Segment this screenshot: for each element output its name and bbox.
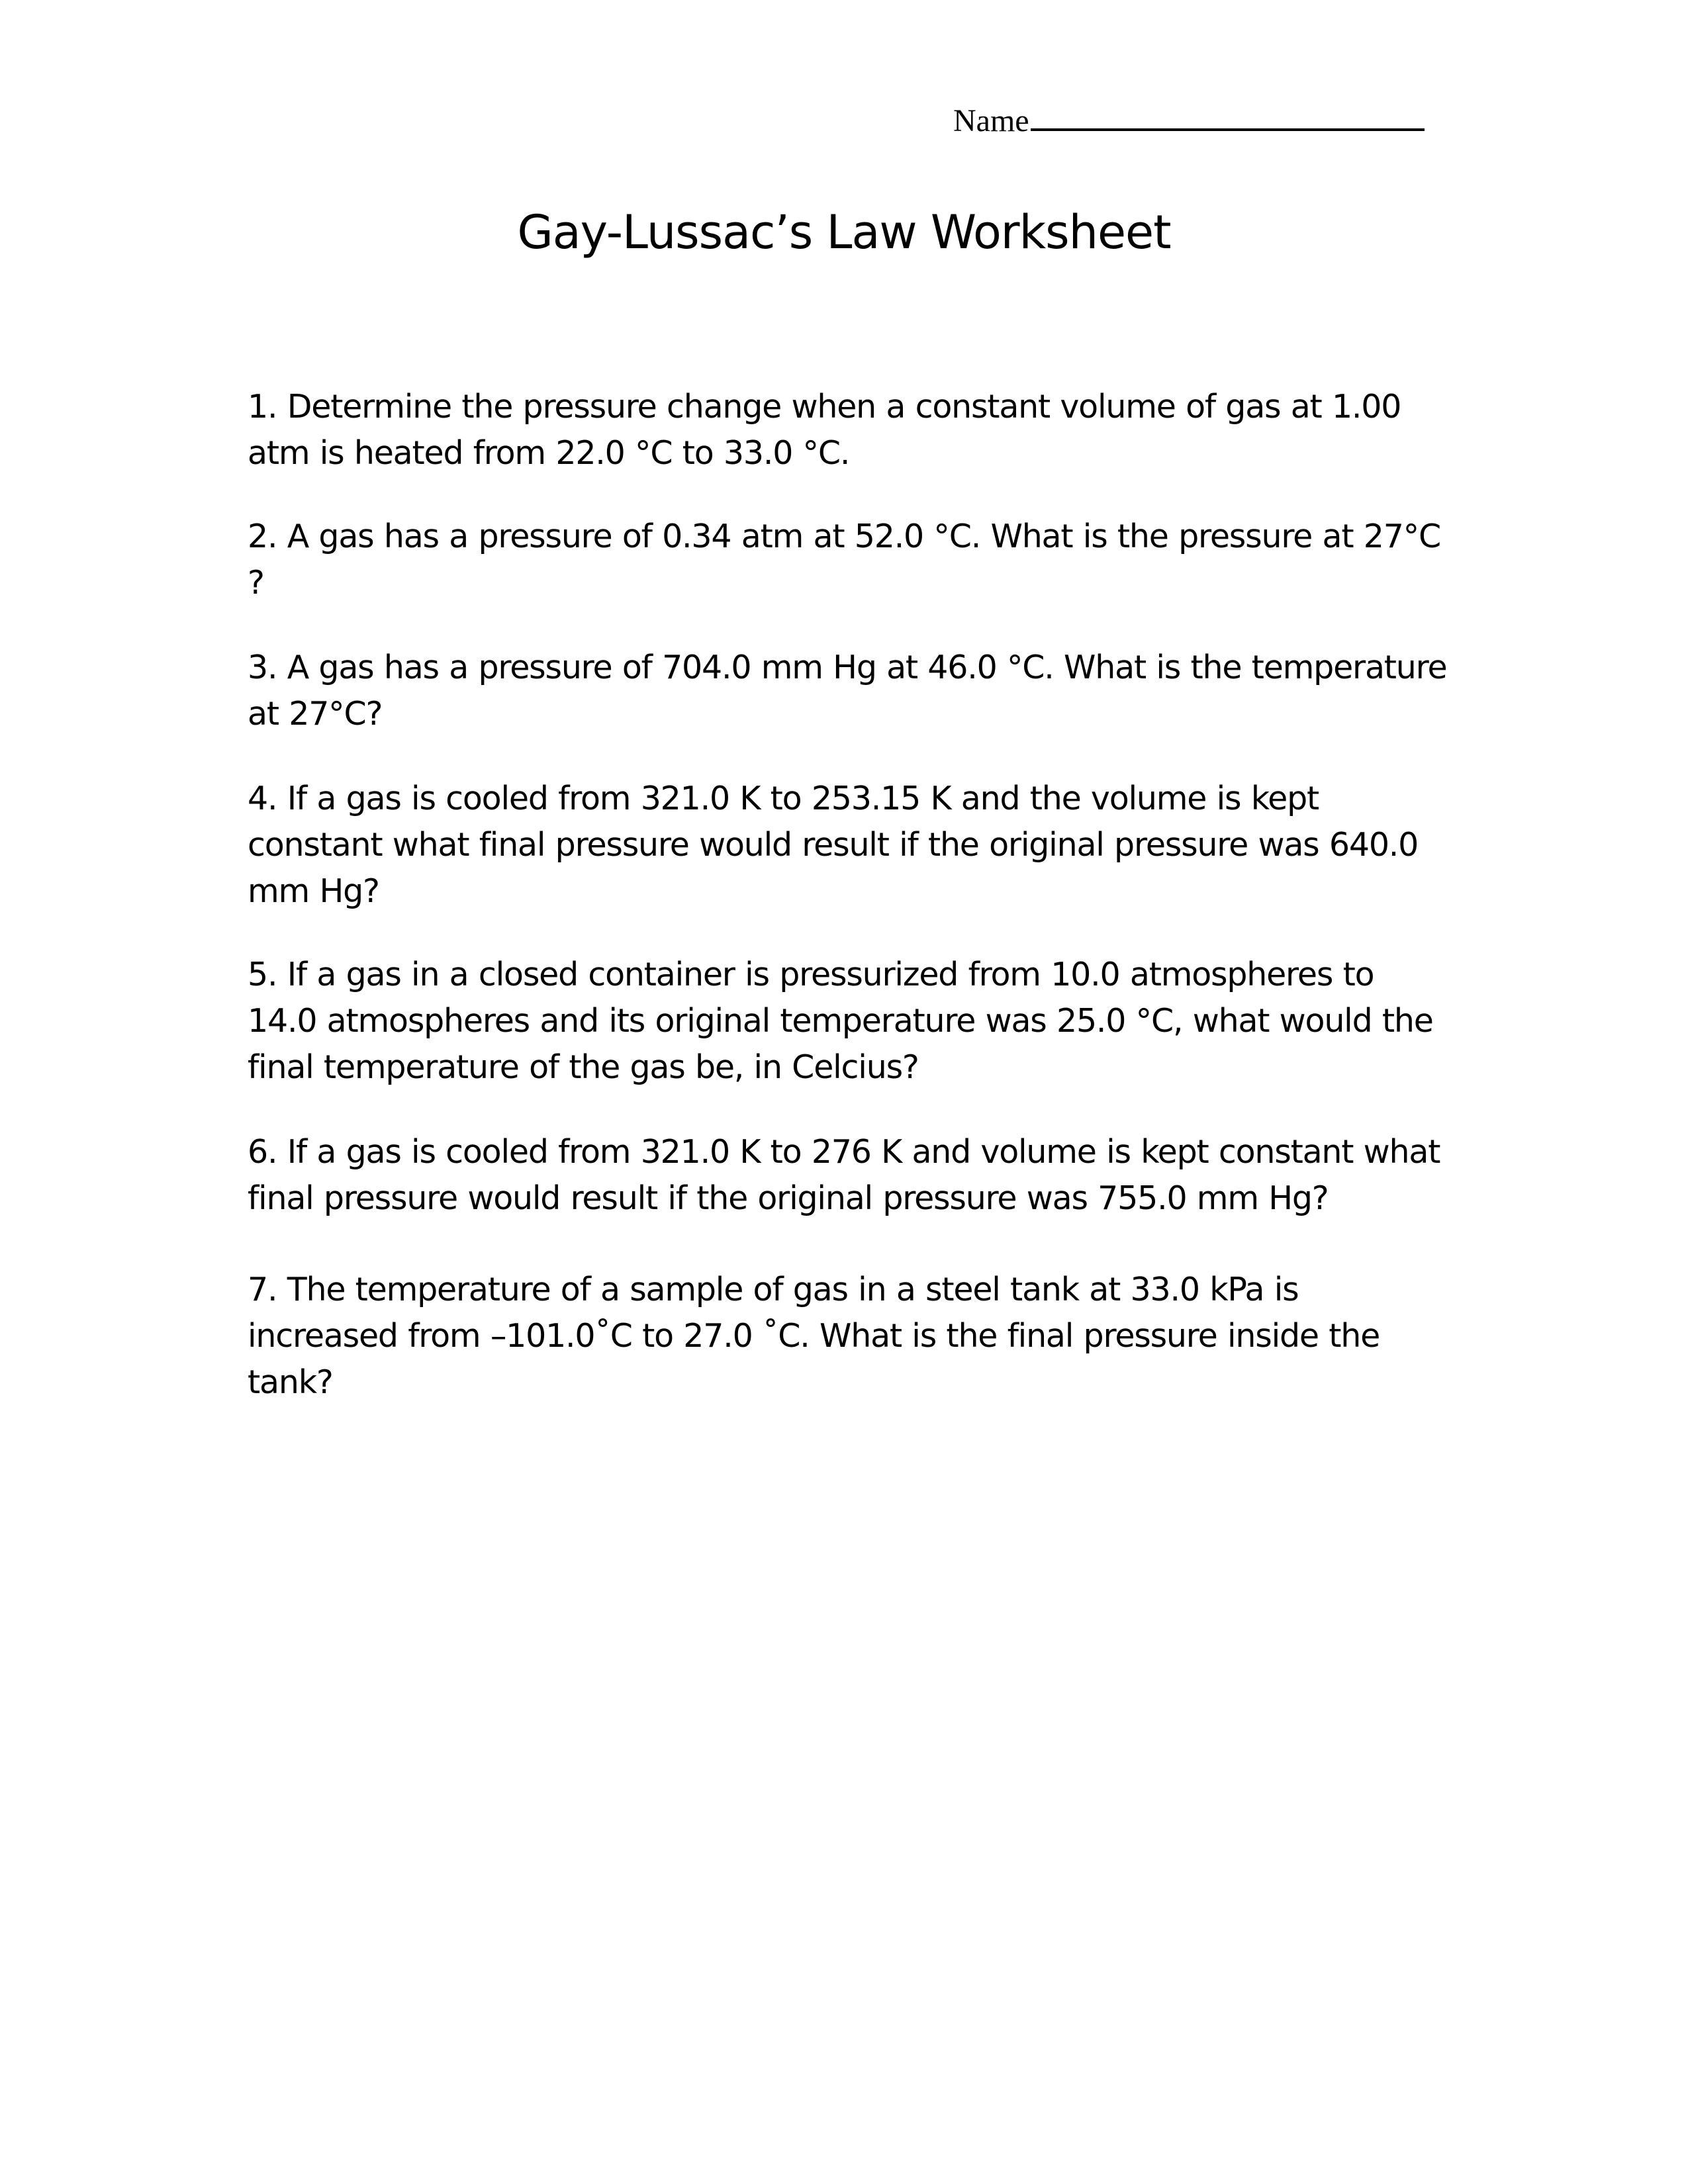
- question-2: 2. A gas has a pressure of 0.34 atm at 52.0 °C. What is the pressure at 27°C ?: [248, 518, 1440, 602]
- question-5: 5. If a gas in a closed container is pressurized from 10.0 atmospheres to 14.0 atmospheres and its original temperature was 25.0 °C, what would the final temperature of the gas be, in Celcius?: [248, 956, 1433, 1086]
- question-4: 4. If a gas is cooled from 321.0 K to 253.15 K and the volume is kept constant what final pressure would result if the original pressure was 640.0 mm Hg?: [248, 780, 1419, 910]
- question-7: 7. The temperature of a sample of gas in a steel tank at 33.0 kPa is increased from –101.0˚C to 27.0 ˚C. What is the final pressure inside the tank?: [248, 1271, 1380, 1401]
- name-blank-line: [1031, 99, 1425, 131]
- name-label: Name: [953, 103, 1029, 138]
- question-6: 6. If a gas is cooled from 321.0 K to 276 K and volume is kept constant what final pressure would result if the original pressure was 755.0 mm Hg?: [248, 1133, 1440, 1217]
- name-field: [953, 99, 1425, 141]
- question-3: 3. A gas has a pressure of 704.0 mm Hg at 46.0 °C. What is the temperature at 27°C?: [248, 649, 1447, 733]
- question-1: 1. Determine the pressure change when a constant volume of gas at 1.00 atm is heated from 22.0 °C to 33.0 °C.: [248, 388, 1401, 472]
- page-title: Gay-Lussac’s Law Worksheet: [517, 205, 1171, 259]
